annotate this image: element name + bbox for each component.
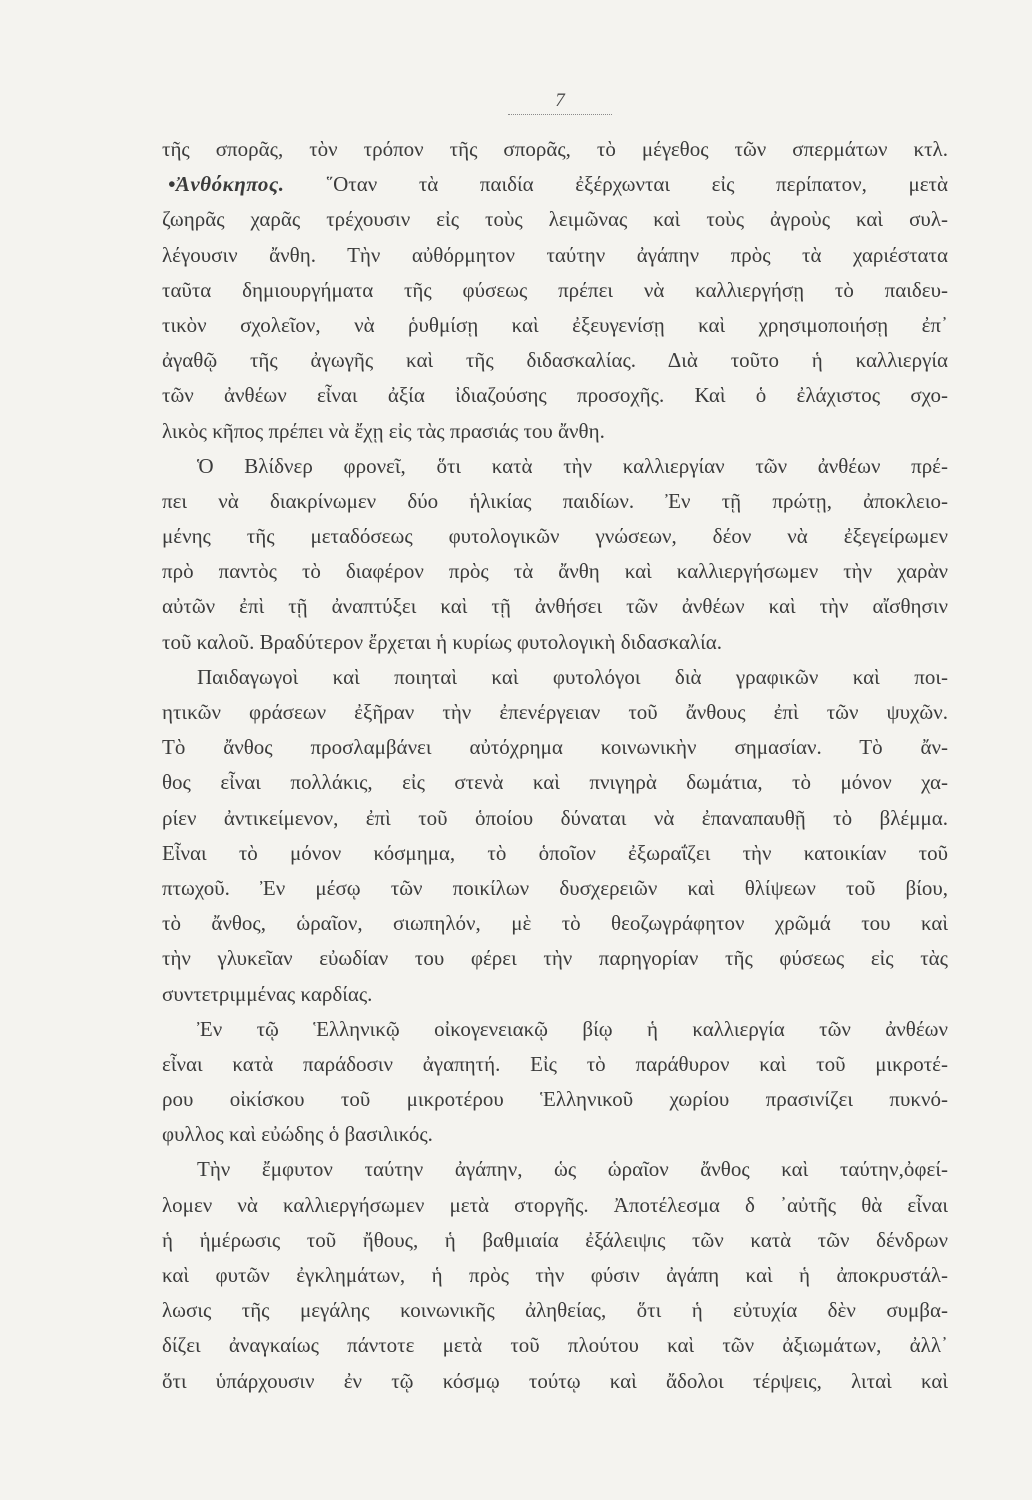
text-line: λομεν νὰ καλλιεργήσωμεν μετὰ στοργῆς. Ἀποτέλεσμα δ ᾽αὐτῆς θὰ εἶναι: [162, 1192, 948, 1217]
text-line: δίζει ἀναγκαίως πάντοτε μετὰ τοῦ πλούτου καὶ τῶν ἀξιωμάτων, ἀλλ᾽: [162, 1333, 948, 1358]
section-paragraph: [162, 167, 948, 449]
text-line: τὴν γλυκεῖαν εὐωδίαν του φέρει τὴν παρηγορίαν τῆς φύσεως εἰς τὰς: [162, 946, 948, 971]
text-line: ὅτι ὑπάρχουσιν ἐν τῷ κόσμῳ τούτῳ καὶ ἄδολοι τέρψεις, λιταὶ καὶ: [162, 1368, 948, 1393]
section-heading: •Ἀνθόκηπος.: [168, 172, 285, 197]
text-line: αὐτῶν ἐπὶ τῇ ἀναπτύξει καὶ τῇ ἀνθήσει τῶν ἀνθέων καὶ τὴν αἴσθησιν: [162, 594, 948, 619]
paragraph: [162, 449, 948, 660]
text-line: [162, 167, 948, 202]
text-line: τοῦ καλοῦ. Βραδύτερον ἔρχεται ἡ κυρίως φυτολογικὴ διδασκαλία.: [162, 629, 722, 654]
text-line: Τὴν ἔμφυτον ταύτην ἀγάπην, ὡς ὡραῖον ἄνθος καὶ ταύτην,ὀφεί-: [197, 1157, 948, 1182]
text-line: ητικῶν φράσεων ἐξῆραν τὴν ἐπενέργειαν τοῦ ἄνθους ἐπὶ τῶν ψυχῶν.: [162, 700, 948, 724]
paragraph: [162, 1012, 948, 1153]
text-line: καὶ φυτῶν ἐγκλημάτων, ἡ πρὸς τὴν φύσιν ἀγάπη καὶ ἡ ἀποκρυστάλ-: [162, 1263, 948, 1287]
text-line: ζωηρᾶς χαρᾶς τρέχουσιν εἰς τοὺς λειμῶνας καὶ τοὺς ἀγροὺς καὶ συλ-: [162, 207, 948, 232]
text-line: ἀγαθῷ τῆς ἀγωγῆς καὶ τῆς διδασκαλίας. Διὰ τοῦτο ἡ καλλιεργία: [162, 348, 948, 373]
text-line: ρου οἰκίσκου τοῦ μικροτέρου Ἑλληνικοῦ χωρίου πρασινίζει πυκνό-: [162, 1087, 948, 1112]
text-line: Παιδαγωγοὶ καὶ ποιηταὶ καὶ φυτολόγοι διὰ γραφικῶν καὶ ποι-: [197, 664, 948, 689]
text-line: λωσις τῆς μεγάλης κοινωνικῆς ἀληθείας, ὅτι ἡ εὐτυχία δὲν συμβα-: [162, 1298, 948, 1323]
paragraph: [162, 1152, 948, 1398]
text-line: Ὁ Βλίδνερ φρονεῖ, ὅτι κατὰ τὴν καλλιεργίαν τῶν ἀνθέων πρέ-: [197, 453, 948, 478]
text-line: τῆς σπορᾶς, τὸν τρόπον τῆς σπορᾶς, τὸ μέγεθος τῶν σπερμάτων κτλ.: [162, 137, 948, 161]
page-number: 7: [508, 88, 612, 115]
text-line: Ἐν τῷ Ἑλληνικῷ οἰκογενειακῷ βίῳ ἡ καλλιεργία τῶν ἀνθέων: [197, 1016, 948, 1041]
text-line-content: ῞Οταν τὰ παιδία ἐξέρχωνται εἰς περίπατον, μετὰ: [326, 172, 948, 197]
text-line: μένης τῆς μεταδόσεως φυτολογικῶν γνώσεων, δέον νὰ ἐξεγείρωμεν: [162, 524, 948, 549]
text-line: Εἶναι τὸ μόνον κόσμημα, τὸ ὁποῖον ἐξωραΐζει τὴν κατοικίαν τοῦ: [162, 840, 948, 865]
text-line: πρὸ παντὸς τὸ διαφέρον πρὸς τὰ ἄνθη καὶ καλλιεργήσωμεν τὴν χαρὰν: [162, 559, 948, 584]
text-line: ταῦτα δημιουργήματα τῆς φύσεως πρέπει νὰ καλλιεργήσῃ τὸ παιδευ-: [162, 277, 948, 302]
text-line: τῶν ἀνθέων εἶναι ἀξία ἰδιαζούσης προσοχῆς. Καὶ ὁ ἐλάχιστος σχο-: [162, 383, 948, 408]
page-text: [162, 132, 948, 1399]
text-line: Τὸ ἄνθος προσλαμβάνει αὐτόχρημα κοινωνικὴν σημασίαν. Τὸ ἄν-: [162, 735, 948, 760]
paragraph: [162, 132, 948, 167]
text-line: εἶναι κατὰ παράδοσιν ἀγαπητή. Εἰς τὸ παράθυρον καὶ τοῦ μικροτέ-: [162, 1051, 948, 1076]
text-line: τὸ ἄνθος, ὡραῖον, σιωπηλόν, μὲ τὸ θεοζωγράφητον χρῶμά του καὶ: [162, 911, 948, 936]
paragraph: [162, 660, 948, 1012]
text-line: ἡ ἡμέρωσις τοῦ ἤθους, ἡ βαθμιαία ἐξάλειψις τῶν κατὰ τῶν δένδρων: [162, 1227, 948, 1252]
text-line: πει νὰ διακρίνωμεν δύο ἡλικίας παιδίων. Ἐν τῇ πρώτῃ, ἀποκλειο-: [162, 488, 948, 513]
text-line: λέγουσιν ἄνθη. Τὴν αὐθόρμητον ταύτην ἀγάπην πρὸς τὰ χαριέστατα: [162, 242, 948, 267]
text-line: ρίεν ἀντικείμενον, ἐπὶ τοῦ ὁποίου δύναται νὰ ἐπαναπαυθῇ τὸ βλέμμα.: [162, 805, 948, 830]
text-line: πτωχοῦ. Ἐν μέσῳ τῶν ποικίλων δυσχερειῶν καὶ θλίψεων τοῦ βίου,: [162, 875, 948, 900]
text-line: λικὸς κῆπος πρέπει νὰ ἔχῃ εἰς τὰς πρασιάς του ἄνθη.: [162, 418, 605, 443]
text-line: φυλλος καὶ εὐώδης ὁ βασιλικός.: [162, 1122, 433, 1147]
text-line: συντετριμμένας καρδίας.: [162, 981, 373, 1006]
text-line: τικὸν σχολεῖον, νὰ ῥυθμίσῃ καὶ ἐξευγενίσῃ καὶ χρησιμοποιήσῃ ἐπ᾽: [162, 312, 948, 337]
text-line: θος εἶναι πολλάκις, εἰς στενὰ καὶ πνιγηρὰ δωμάτια, τὸ μόνον χα-: [162, 770, 948, 795]
